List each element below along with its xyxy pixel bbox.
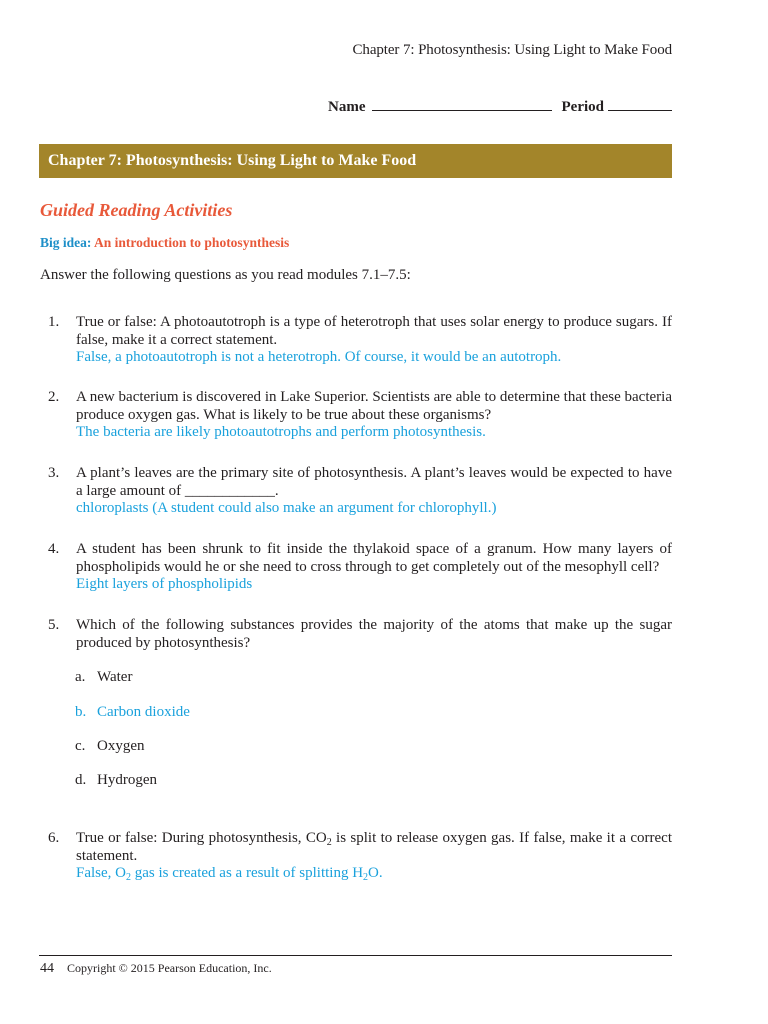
- big-idea: [40, 235, 289, 251]
- option-text: Oxygen: [97, 738, 145, 754]
- option-text: Water: [97, 669, 133, 685]
- option-text: Carbon dioxide: [97, 704, 190, 720]
- question-number: 3.: [48, 465, 60, 481]
- question-1: [40, 314, 672, 367]
- copyright: Copyright © 2015 Pearson Education, Inc.: [67, 961, 272, 975]
- question-text: Which of the following substances provides the majority of the atoms that make up the sugar produced by photosynthesis?: [76, 617, 672, 651]
- name-period-line: [328, 96, 672, 116]
- question-number: 4.: [48, 541, 60, 557]
- question-text: A plant’s leaves are the primary site of photosynthesis. A plant’s leaves would be expected to have a large amount of ____________.: [76, 465, 672, 499]
- answer-text: The bacteria are likely photoautotrophs and perform photosynthesis.: [76, 424, 486, 440]
- name-blank[interactable]: [372, 96, 552, 111]
- question-number: 6.: [48, 830, 60, 846]
- question-5: [40, 617, 672, 652]
- answer-text: False, a photoautotroph is not a heterotroph. Of course, it would be an autotroph.: [76, 349, 562, 365]
- section-title: Guided Reading Activities: [40, 200, 233, 220]
- page-number: 44: [40, 961, 54, 976]
- question-2: [40, 389, 672, 442]
- answer-text: Eight layers of phospholipids: [76, 576, 253, 592]
- question-text: True or false: During photosynthesis, $CO_2$ is split to release oxygen gas. If false, make it a correct statement.: [76, 830, 672, 864]
- option-letter: a.: [75, 669, 86, 685]
- big-idea-label: Big idea:: [40, 235, 92, 250]
- option-c: [75, 738, 145, 755]
- question-number: 2.: [48, 389, 60, 405]
- footer-divider: [39, 955, 672, 956]
- answer-text: chloroplasts (A student could also make an argument for chlorophyll.): [76, 500, 497, 516]
- answer-text: False, $O_2$ gas is created as a result of splitting $H_2O$.: [76, 865, 383, 883]
- name-label: Name: [328, 99, 366, 115]
- running-head: Chapter 7: Photosynthesis: Using Light to Make Food: [352, 42, 672, 58]
- question-text: A student has been shrunk to fit inside the thylakoid space of a granum. How many layers of phospholipids would he or she need to cross through to get completely out of the mesophyll cell?: [76, 541, 672, 575]
- chapter-banner: Chapter 7: Photosynthesis: Using Light to Make Food: [39, 144, 672, 178]
- option-letter: b.: [75, 704, 87, 720]
- option-text: Hydrogen: [97, 772, 157, 788]
- question-number: 1.: [48, 314, 60, 330]
- question-4: [40, 541, 672, 594]
- question-text: True or false: A photoautotroph is a type of heterotroph that uses solar energy to produce sugars. If false, make it a correct statement.: [76, 314, 672, 348]
- option-d: [75, 772, 157, 789]
- question-6: [40, 830, 672, 883]
- big-idea-text: An introduction to photosynthesis: [94, 235, 290, 250]
- option-a: [75, 669, 132, 686]
- question-text: A new bacterium is discovered in Lake Superior. Scientists are able to determine that these bacteria produce oxygen gas. What is likely to be true about these organisms?: [76, 389, 672, 423]
- option-b-correct: [75, 704, 190, 721]
- option-letter: c.: [75, 738, 86, 754]
- footer: [40, 961, 272, 977]
- instructions: Answer the following questions as you read modules 7.1–7.5:: [40, 267, 411, 283]
- question-3: [40, 465, 672, 518]
- question-number: 5.: [48, 617, 60, 633]
- period-blank[interactable]: [608, 96, 672, 111]
- option-letter: d.: [75, 772, 87, 788]
- period-label: Period: [561, 99, 604, 115]
